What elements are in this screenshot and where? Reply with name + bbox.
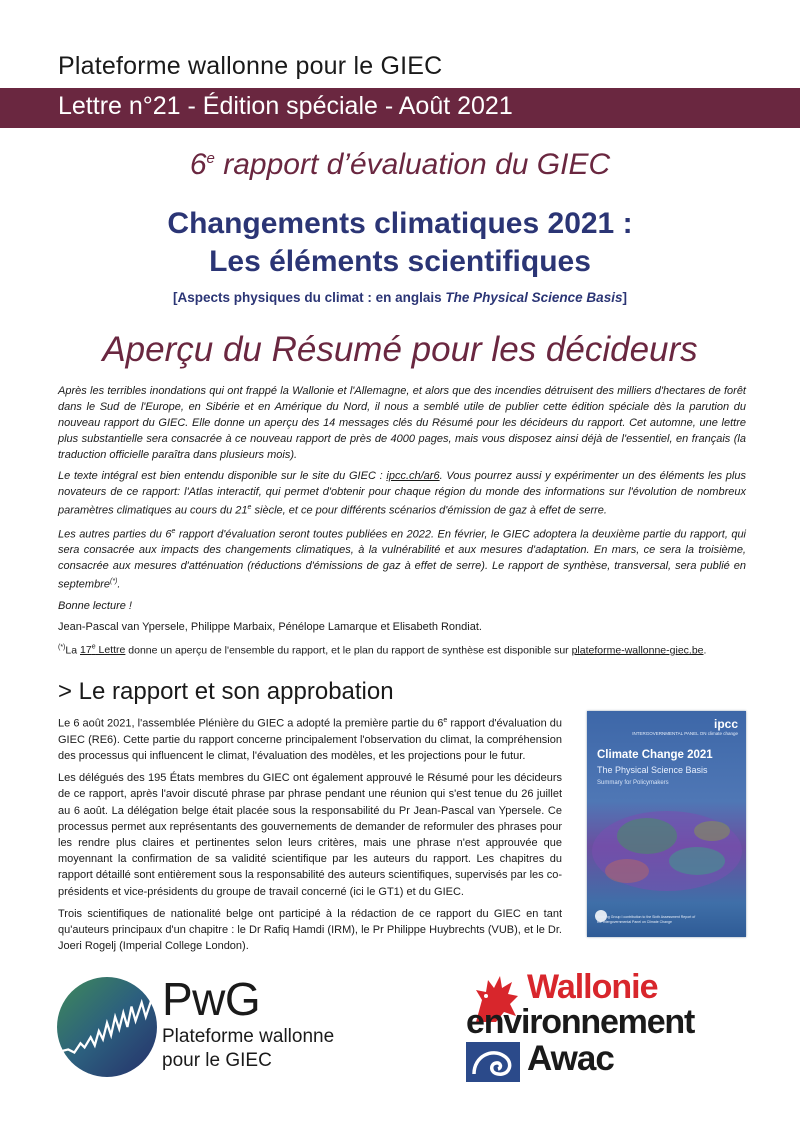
subnote-suffix: ] (622, 290, 627, 305)
title-subnote (0, 290, 800, 305)
intro-paragraph-2 (58, 468, 746, 519)
pwg-acronym: PwG (162, 973, 261, 1025)
pwg-line-2: pour le GIEC (162, 1050, 272, 1071)
section-paragraph-3: Trois scientifiques de nationalité belge ont participé à la rédaction de ce rapport du GIEC en tant qu'auteurs principaux d'un chapitre : le Dr Rafiq Hamdi (IRM), le Pr Philippe Huybrechts (VUB), et le Dr. Joeri Rogelj (Imperial College London). (58, 907, 562, 953)
section-p1-sup: e (443, 717, 448, 724)
footnote (58, 640, 746, 659)
closing-line: Bonne lecture ! (58, 599, 132, 612)
report-heading-rest: rapport d’évaluation du GIEC (214, 148, 611, 181)
awac-wordmark: Awac (527, 1039, 614, 1078)
cover-map-art (587, 711, 746, 937)
intro-p2-text-b: . Vous pourrez aussi y expérimenter un des éléments les plus novateurs de ce rapport: l'Atlas interactif, qui permet d'obtenir pour chaque région du monde des informations sur l'évolution de nombreux paramètres climatiques au cours du 21 (58, 470, 746, 517)
intro-p3-text-c: . (117, 578, 121, 591)
cover-footer: Working Group I contribution to the Sixth Assessment Report of the Intergovernmental Panel on Climate Change (597, 915, 696, 924)
subnote-prefix: [Aspects physiques du climat : en anglais (173, 290, 446, 305)
report-heading (0, 148, 800, 182)
awac-logo-icon (466, 1042, 520, 1082)
pwg-logo-icon (56, 976, 158, 1078)
environnement-wordmark: environnement (466, 1003, 695, 1041)
intro-paragraph-1: Après les terribles inondations qui ont frappé la Wallonie et l'Allemagne, et alors que des incendies détruisent des milliers d'hectares de forêt dans le Sud de l'Europe, en Sibérie et en Amérique du Nord, il nous a semblé utile de publier cette édition spéciale dès la parution du nouveau rapport du GIEC. Elle donne un aperçu des 14 messages clés du Résumé pour les décideurs du rapport. Cet automne, une lettre plus substantielle sera consacrée à ce nouveau rapport de près de 4000 pages, mais vous disposez ainsi déjà de l'essentiel, en français (la traduction officielle paraîtra dans plusieurs mois). (58, 385, 746, 461)
issue-band (0, 88, 800, 128)
ipcc-ar6-link[interactable]: ipcc.ch/ar6 (386, 470, 440, 482)
intro-p3-sup1: e (171, 527, 176, 535)
intro-p2-sup: e (247, 504, 252, 511)
intro-p2-text-c: siècle, et ce pour différents scénarios d'émission de gaz à effet de serre. (251, 504, 607, 517)
main-title (0, 205, 800, 281)
letter-17-sup: e (91, 643, 96, 651)
report-number: 6 (189, 148, 207, 181)
intro-p3-sup2: (*) (109, 578, 118, 586)
wallonie-wordmark: Wallonie (527, 968, 658, 1006)
footnote-mark: (*) (58, 643, 66, 651)
main-title-line2: Les éléments scientifiques (209, 245, 591, 278)
cover-subtitle: The Physical Science Basis (597, 765, 708, 775)
section-paragraph-2: Les délégués des 195 États membres du GIEC ont également approuvé le Résumé pour les décideurs de ce rapport, après l'avoir discuté phrase par phrase pendant une réunion qui s'est tenue du 26 juillet au 6 août. La délégation belge était placée sous la responsabilité du Pr Jean-Pascal van Ypersele. Ce processus permet aux représentants des gouvernements de demander de reformuler des phrases pour les rendre plus claires et pertinentes selon leurs critères, mais une phrase n'est approuvée que moyennant la confirmation de sa validité scientifique par les auteurs du rapport. Les chapitres du rapport détaillé sont entièrement sous la responsabilité des auteurs scientifiques, supervisés par les co-présidents et vice-présidents du groupe de travail concerné (ici le GT1) et du GIEC. (58, 772, 562, 898)
footnote-text-c: . (703, 644, 707, 657)
section-p1-text-b: rapport d'évaluation du GIEC (RE6). Cette partie du rapport concerne principalement l'observation du climat, la compréhension des processus qui influencent le climat, l'évaluation des modèles, et les projections pour le futur. (58, 717, 563, 763)
intro-p3-text-a: Les autres parties du 6 (58, 528, 172, 541)
pwg-line-1: Plateforme wallonne (162, 1026, 335, 1047)
intro-block (58, 383, 746, 663)
cover-brand: ipcc (713, 717, 738, 731)
main-title-line1: Changements climatiques 2021 : (167, 207, 633, 240)
authors-line: Jean-Pascal van Ypersele, Philippe Marbaix, Pénélope Lamarque et Elisabeth Rondiat. (58, 620, 482, 633)
footnote-text-b: donne un aperçu de l'ensemble du rapport, et le plan du rapport de synthèse est disponible sur (125, 644, 572, 657)
platform-title: Plateforme wallonne pour le GIEC (58, 52, 443, 80)
subnote-english: The Physical Science Basis (445, 290, 623, 305)
section-title: > Le rapport et son approbation (58, 678, 394, 705)
overview-title: Aperçu du Résumé pour les décideurs (102, 330, 698, 369)
section-body (58, 713, 562, 961)
section-p1-text-a: Le 6 août 2021, l'assemblée Plénière du GIEC a adopté la première partie du 6 (58, 717, 444, 730)
letter-17-rest: Lettre (95, 644, 126, 657)
letter-17-number: 17 (80, 644, 92, 657)
report-cover-image (587, 711, 746, 937)
platform-website-link[interactable]: plateforme-wallonne-giec.be (571, 644, 704, 657)
letter-17-link[interactable] (80, 644, 125, 656)
intro-p3-text-b: rapport d'évaluation seront toutes publiées en 2022. En février, le GIEC adoptera la deuxième partie du rapport, qui sera consacrée aux impacts des changements climatiques, à la vulnérabilité et aux mesures d'adaptation. En mars, ce sera la troisième, consacrée aux mesures d'atténuation (réductions d'émissions de gaz à effet de serre). Le rapport de synthèse, transversal, sera publié en septembre (58, 528, 747, 591)
intro-p2-text-a: Le texte intégral est bien entendu disponible sur le site du GIEC : (58, 470, 387, 482)
issue-line: Lettre n°21 - Édition spéciale - Août 2021 (58, 92, 513, 120)
section-paragraph-1 (58, 713, 562, 764)
cover-title: Climate Change 2021 (597, 749, 713, 761)
intro-paragraph-3 (58, 524, 746, 593)
report-number-sup: e (206, 150, 215, 167)
footnote-text-a: La (65, 644, 80, 657)
cover-tag: Summary for Policymakers (597, 780, 669, 786)
cover-brand-sub: INTERGOVERNMENTAL PANEL ON climate change (632, 731, 738, 736)
